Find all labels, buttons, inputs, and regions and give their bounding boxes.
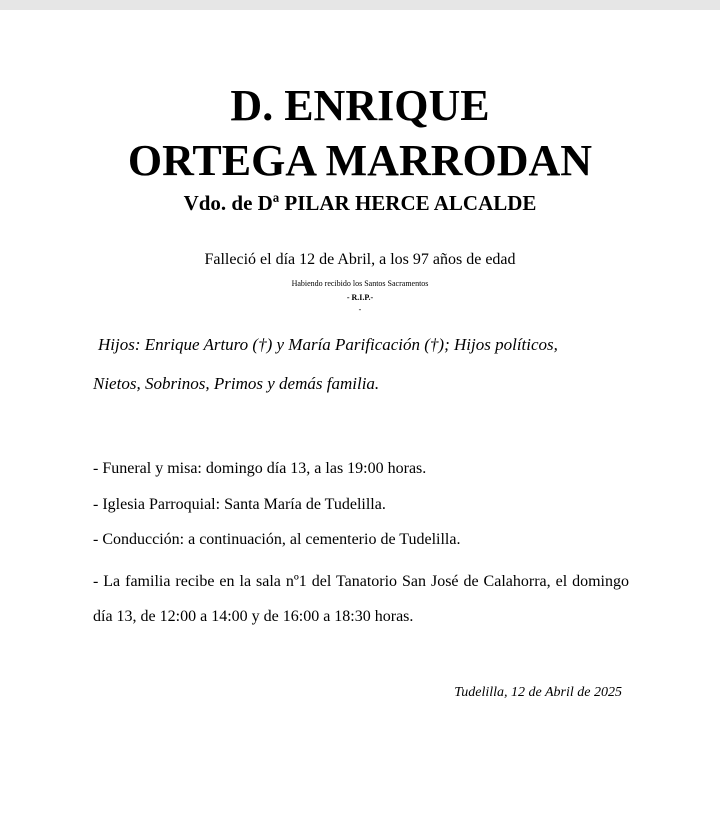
top-bar <box>0 0 720 10</box>
place-date: Tudelilla, 12 de Abril de 2025 <box>454 685 622 700</box>
procession-info: - Conducción: a continuación, al cementerio de Tudelilla. <box>93 531 461 548</box>
reception-info: - La familia recibe en la sala nº1 del Tanatorio San José de Calahorra, el domingo día 13, de 12:00 a 14:00 y de 16:00 a 18:30 horas. <box>93 573 629 625</box>
family-line2: Nietos, Sobrinos, Primos y demás familia. <box>93 374 380 393</box>
deceased-name-line1: D. ENRIQUE <box>230 81 490 130</box>
family-line1: Hijos: Enrique Arturo (†) y María Parificación (†); Hijos políticos, <box>98 335 558 354</box>
death-notice: Falleció el día 12 de Abril, a los 97 años de edad <box>204 251 516 268</box>
rip-note: - R.I.P.- <box>346 293 374 302</box>
widow-of-line: Vdo. de Dª PILAR HERCE ALCALDE <box>183 191 537 215</box>
sacraments-note: Habiendo recibido los Santos Sacramentos <box>291 279 429 288</box>
church-info: - Iglesia Parroquial: Santa María de Tudelilla. <box>93 496 386 513</box>
deceased-name-line2: ORTEGA MARRODAN <box>127 136 593 185</box>
funeral-info: - Funeral y misa: domingo día 13, a las 19:00 horas. <box>93 460 427 477</box>
obituary-page <box>0 10 720 830</box>
separator-dash: - <box>358 305 362 314</box>
